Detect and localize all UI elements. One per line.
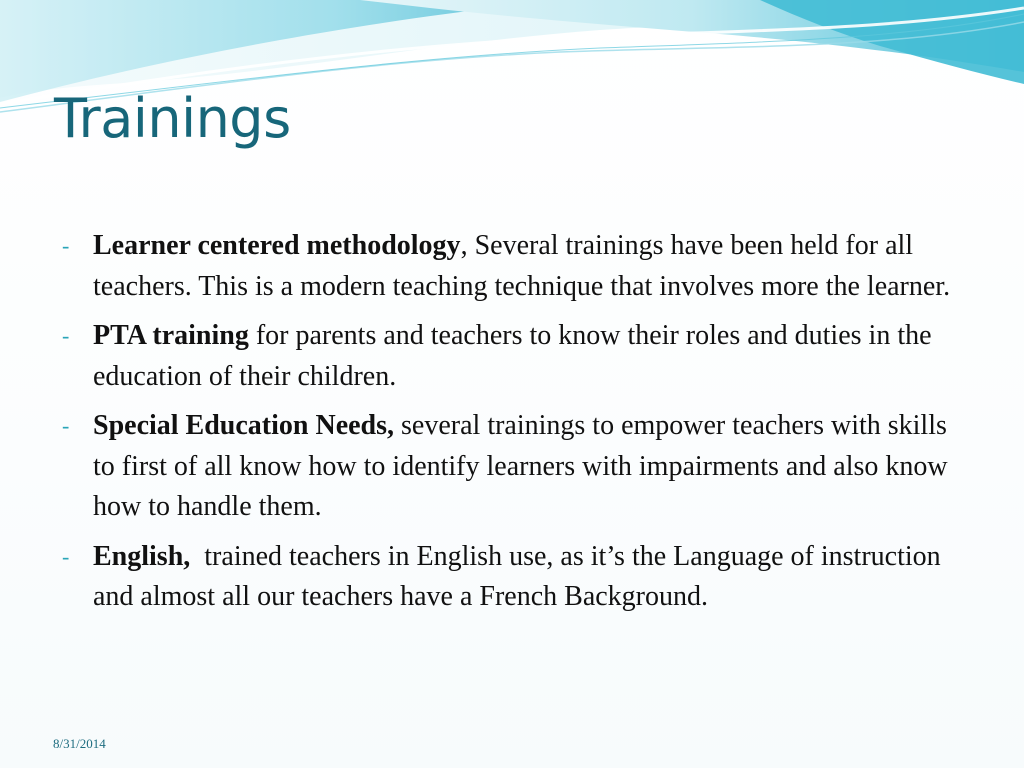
bullet-heading: English, bbox=[93, 540, 191, 572]
bullet-list bbox=[62, 226, 962, 627]
bullet-heading: Learner centered methodology bbox=[93, 230, 461, 261]
slide-title: Trainings bbox=[54, 87, 291, 150]
bullet-item bbox=[62, 316, 962, 397]
bullet-dash-icon: - bbox=[62, 233, 70, 258]
bullet-item bbox=[62, 226, 962, 307]
bullet-heading: PTA training bbox=[93, 320, 249, 351]
bullet-dash-icon: - bbox=[62, 543, 70, 569]
footer-date: 8/31/2014 bbox=[53, 736, 106, 751]
bullet-item bbox=[62, 537, 962, 618]
bullet-text: several trainings to empower teachers with skills to first of all know how to identify learners with impairments and also know how to handle them. bbox=[93, 410, 948, 522]
bullet-dash-icon: - bbox=[62, 413, 70, 438]
bullet-heading: Special Education Needs, bbox=[93, 410, 395, 441]
bullet-dash-icon: - bbox=[62, 323, 70, 348]
bullet-text: for parents and teachers to know their roles and duties in the education of their children. bbox=[93, 320, 932, 392]
bullet-text: , Several trainings have been held for all teachers. This is a modern teaching technique that involves more the learner. bbox=[93, 230, 951, 302]
bullet-text: trained teachers in English use, as it’s the Language of instruction and almost all our teachers have a French Background. bbox=[93, 540, 948, 612]
bullet-item bbox=[62, 406, 962, 528]
